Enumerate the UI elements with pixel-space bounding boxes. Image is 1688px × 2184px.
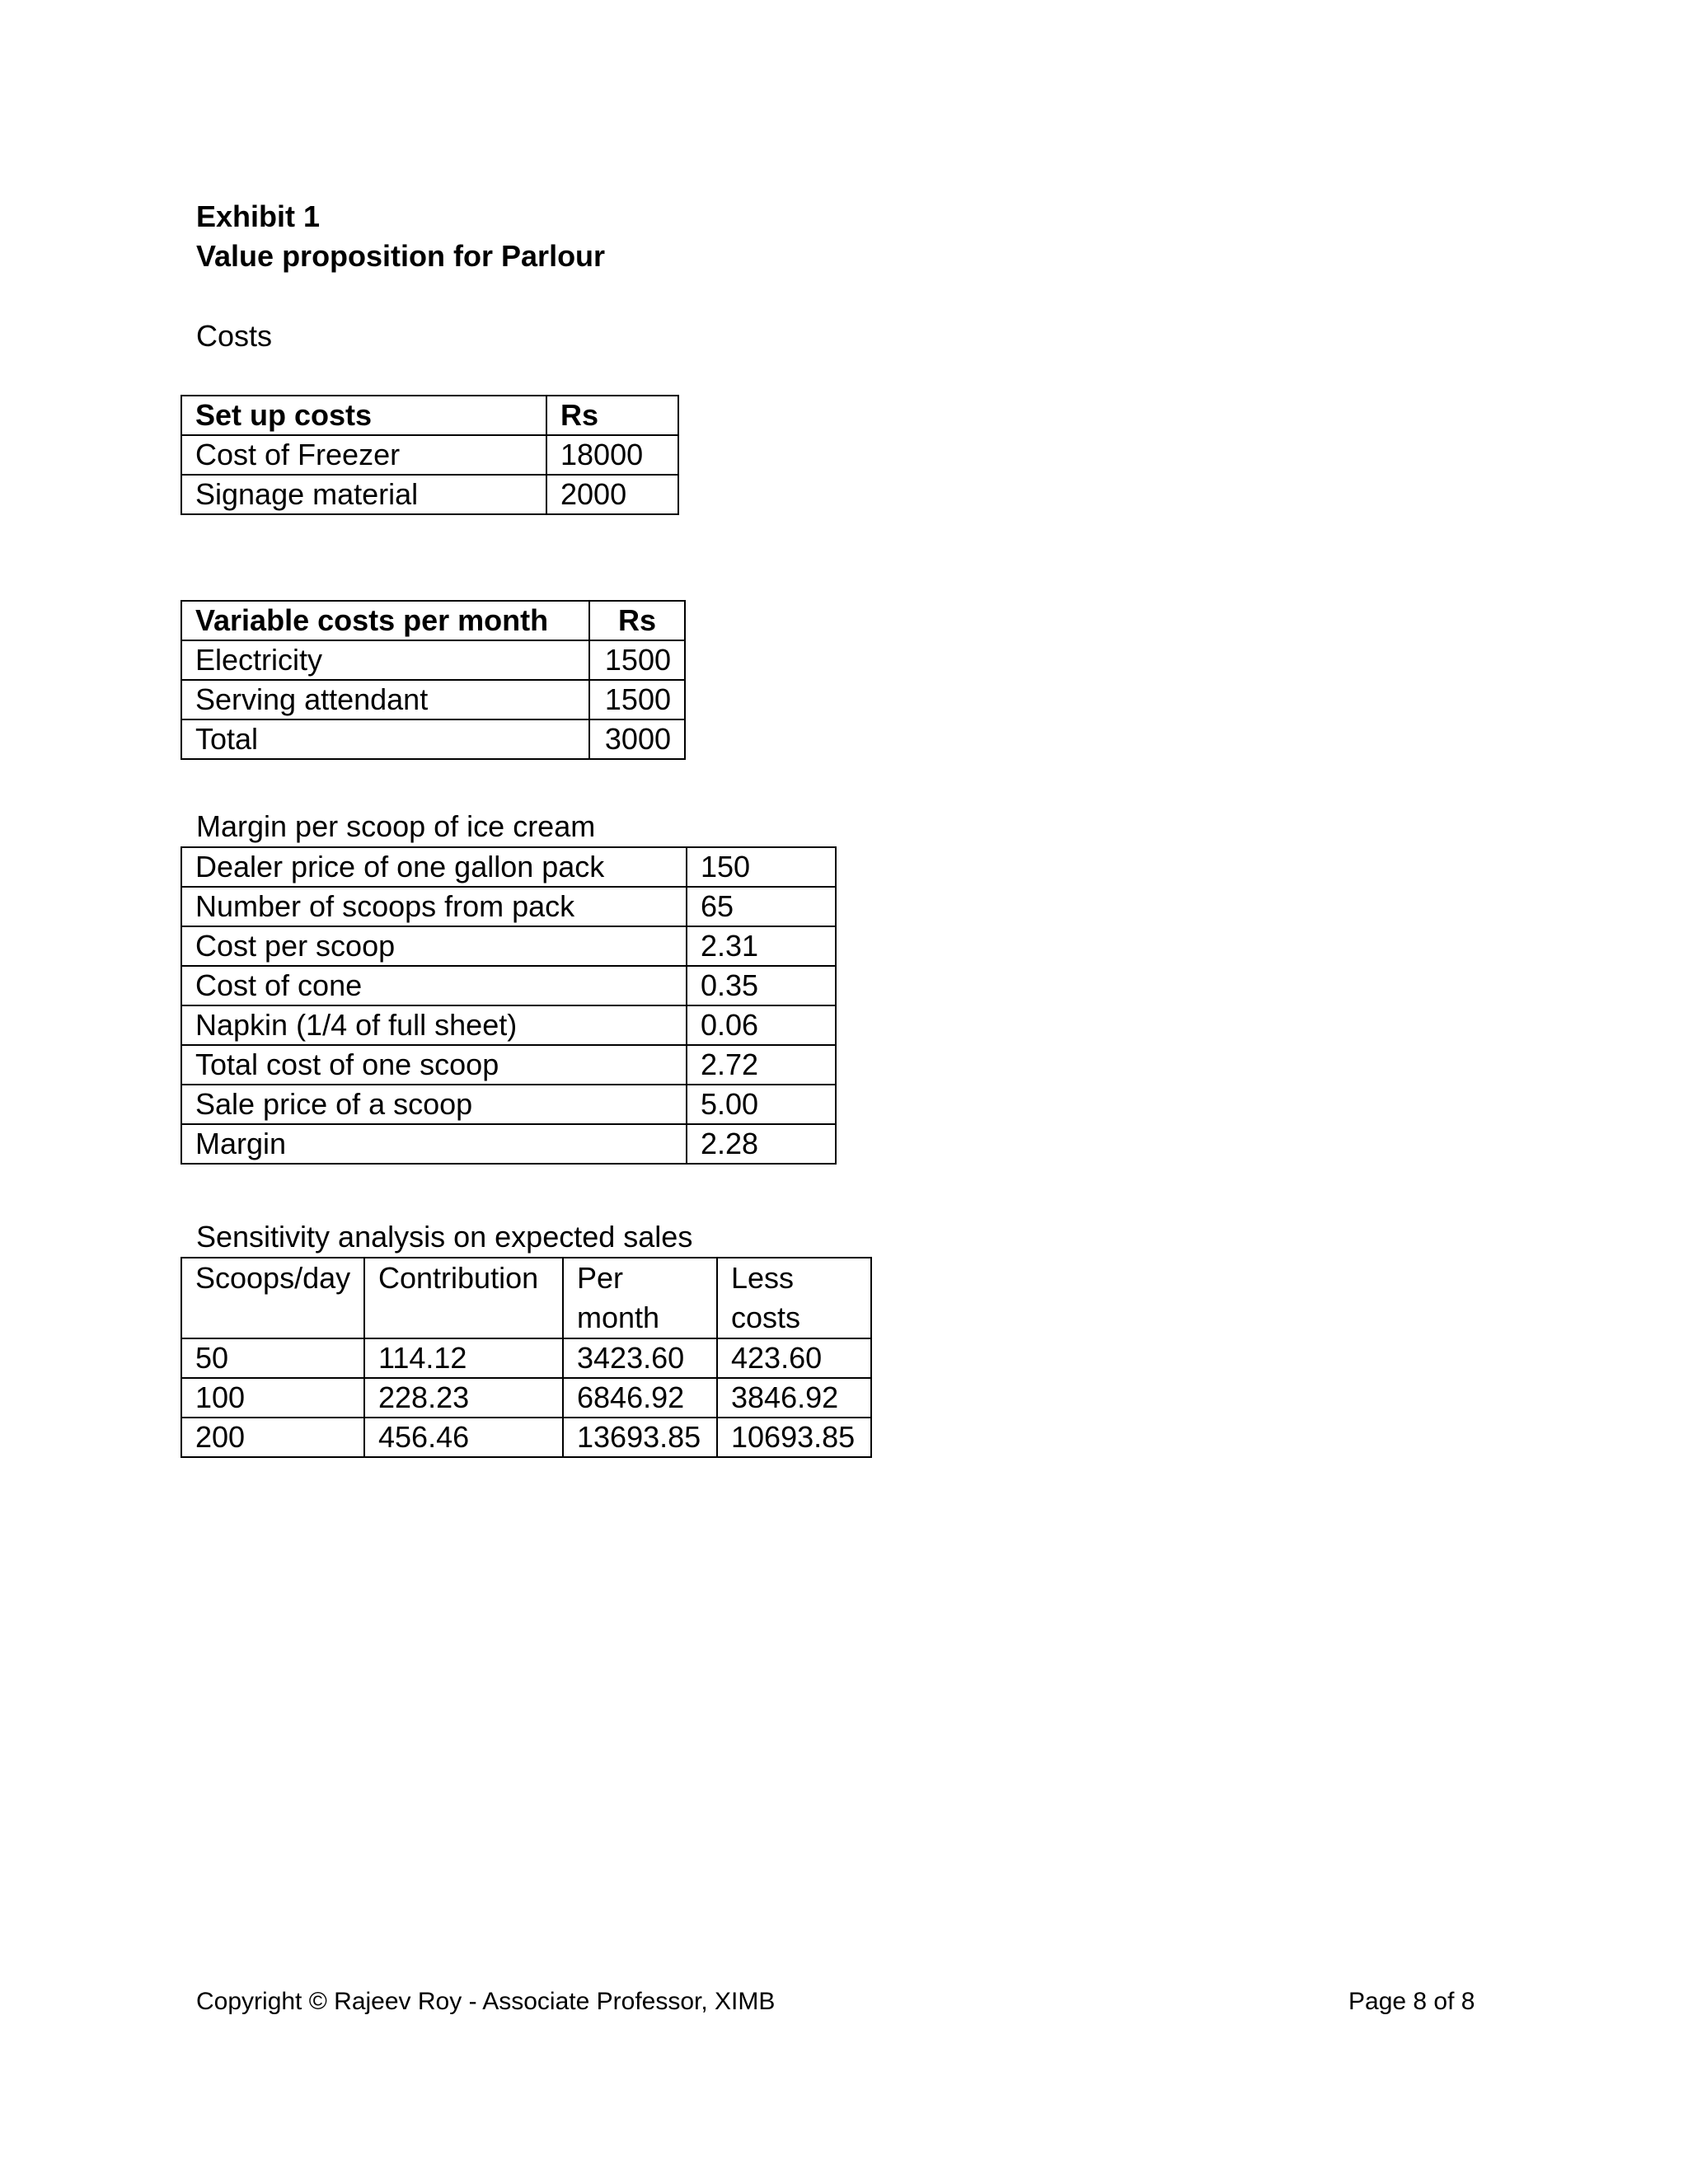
sensitivity-cell: 50 xyxy=(181,1338,364,1378)
variable-header-item: Variable costs per month xyxy=(181,601,589,640)
sensitivity-header-less-costs: Less costs xyxy=(717,1258,871,1338)
sensitivity-title: Sensitivity analysis on expected sales xyxy=(196,1220,693,1254)
sensitivity-cell: 6846.92 xyxy=(563,1378,717,1418)
exhibit-title: Value proposition for Parlour xyxy=(196,239,606,273)
sensitivity-table xyxy=(181,1257,872,1458)
setup-value-cell: 18000 xyxy=(546,435,678,475)
margin-item-cell: Margin xyxy=(181,1124,687,1164)
sensitivity-cell: 114.12 xyxy=(364,1338,563,1378)
margin-value-cell: 2.72 xyxy=(687,1045,836,1085)
variable-header-rs: Rs xyxy=(589,601,685,640)
setup-item-cell: Signage material xyxy=(181,475,546,514)
margin-item-cell: Cost per scoop xyxy=(181,926,687,966)
footer-page-number: Page 8 of 8 xyxy=(1348,1988,1475,2015)
table-row xyxy=(181,926,836,966)
sensitivity-cell: 3846.92 xyxy=(717,1378,871,1418)
sensitivity-cell: 10693.85 xyxy=(717,1418,871,1457)
margin-item-cell: Number of scoops from pack xyxy=(181,887,687,926)
margin-item-cell: Cost of cone xyxy=(181,966,687,1005)
variable-value-cell: 1500 xyxy=(589,680,685,719)
variable-costs-table xyxy=(181,600,686,760)
variable-item-cell: Total xyxy=(181,719,589,759)
variable-value-cell: 3000 xyxy=(589,719,685,759)
table-row xyxy=(181,887,836,926)
costs-heading: Costs xyxy=(196,319,273,353)
setup-item-cell: Cost of Freezer xyxy=(181,435,546,475)
table-row xyxy=(181,1085,836,1124)
setup-costs-table xyxy=(181,395,679,515)
sensitivity-header-scoops: Scoops/day xyxy=(181,1258,364,1338)
variable-item-cell: Electricity xyxy=(181,640,589,680)
setup-header-rs: Rs xyxy=(546,396,678,435)
margin-value-cell: 2.31 xyxy=(687,926,836,966)
table-header-row xyxy=(181,601,685,640)
sensitivity-cell: 3423.60 xyxy=(563,1338,717,1378)
setup-header-item: Set up costs xyxy=(181,396,546,435)
setup-value-cell: 2000 xyxy=(546,475,678,514)
margin-value-cell: 5.00 xyxy=(687,1085,836,1124)
margin-item-cell: Total cost of one scoop xyxy=(181,1045,687,1085)
margin-item-cell: Sale price of a scoop xyxy=(181,1085,687,1124)
margin-value-cell: 0.06 xyxy=(687,1005,836,1045)
variable-value-cell: 1500 xyxy=(589,640,685,680)
sensitivity-cell: 423.60 xyxy=(717,1338,871,1378)
margin-title: Margin per scoop of ice cream xyxy=(196,809,596,843)
table-row xyxy=(181,1005,836,1045)
table-row xyxy=(181,475,678,514)
table-row xyxy=(181,966,836,1005)
variable-item-cell: Serving attendant xyxy=(181,680,589,719)
exhibit-label: Exhibit 1 xyxy=(196,199,321,233)
table-row xyxy=(181,1045,836,1085)
margin-value-cell: 150 xyxy=(687,847,836,887)
table-row xyxy=(181,640,685,680)
margin-item-cell: Dealer price of one gallon pack xyxy=(181,847,687,887)
table-row xyxy=(181,847,836,887)
margin-value-cell: 2.28 xyxy=(687,1124,836,1164)
sensitivity-cell: 456.46 xyxy=(364,1418,563,1457)
footer-copyright: Copyright © Rajeev Roy - Associate Professor, XIMB xyxy=(196,1988,776,2015)
table-row xyxy=(181,680,685,719)
sensitivity-cell: 100 xyxy=(181,1378,364,1418)
sensitivity-cell: 13693.85 xyxy=(563,1418,717,1457)
margin-value-cell: 0.35 xyxy=(687,966,836,1005)
table-header-row xyxy=(181,1258,871,1338)
sensitivity-cell: 200 xyxy=(181,1418,364,1457)
table-row xyxy=(181,1418,871,1457)
sensitivity-cell: 228.23 xyxy=(364,1378,563,1418)
sensitivity-header-contribution: Contribution xyxy=(364,1258,563,1338)
table-row xyxy=(181,1124,836,1164)
table-row xyxy=(181,1378,871,1418)
table-row xyxy=(181,719,685,759)
table-header-row xyxy=(181,396,678,435)
margin-value-cell: 65 xyxy=(687,887,836,926)
table-row xyxy=(181,1338,871,1378)
margin-item-cell: Napkin (1/4 of full sheet) xyxy=(181,1005,687,1045)
margin-table xyxy=(181,846,837,1165)
table-row xyxy=(181,435,678,475)
sensitivity-header-per-month: Per month xyxy=(563,1258,717,1338)
